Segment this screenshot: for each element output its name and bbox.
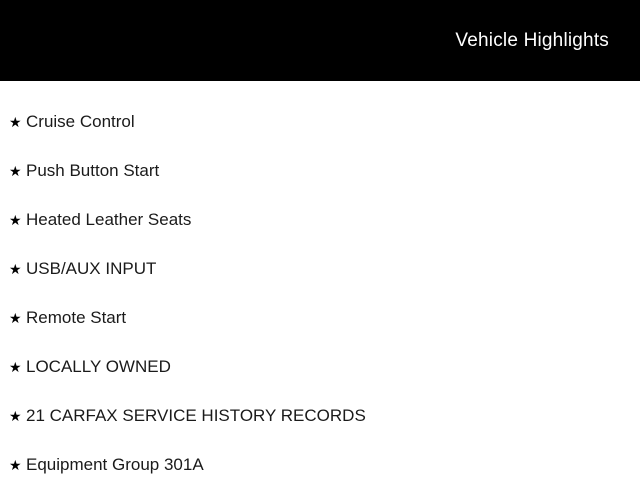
star-bullet-icon: ★ [9,309,22,326]
star-bullet-icon: ★ [9,211,22,228]
list-item [0,293,640,342]
star-bullet-icon: ★ [9,407,22,424]
vehicle-highlights-list [0,81,640,489]
page-title: Vehicle Highlights [455,29,609,51]
star-bullet-icon: ★ [9,358,22,375]
star-bullet-icon: ★ [9,456,22,473]
star-bullet-icon: ★ [9,162,22,179]
highlight-label: Equipment Group 301A [26,454,204,474]
list-item [0,97,640,146]
star-bullet-icon: ★ [9,113,22,130]
highlight-label: LOCALLY OWNED [26,356,171,376]
highlight-label: 21 CARFAX SERVICE HISTORY RECORDS [26,405,366,425]
list-item [0,440,640,489]
highlight-label: USB/AUX INPUT [26,258,157,278]
list-item [0,195,640,244]
highlight-label: Remote Start [26,307,127,327]
list-item [0,342,640,391]
star-bullet-icon: ★ [9,260,22,277]
list-item [0,244,640,293]
highlight-label: Heated Leather Seats [26,209,192,229]
highlight-label: Cruise Control [26,111,135,131]
header-bar [0,0,640,81]
highlight-label: Push Button Start [26,160,160,180]
list-item [0,391,640,440]
list-item [0,146,640,195]
